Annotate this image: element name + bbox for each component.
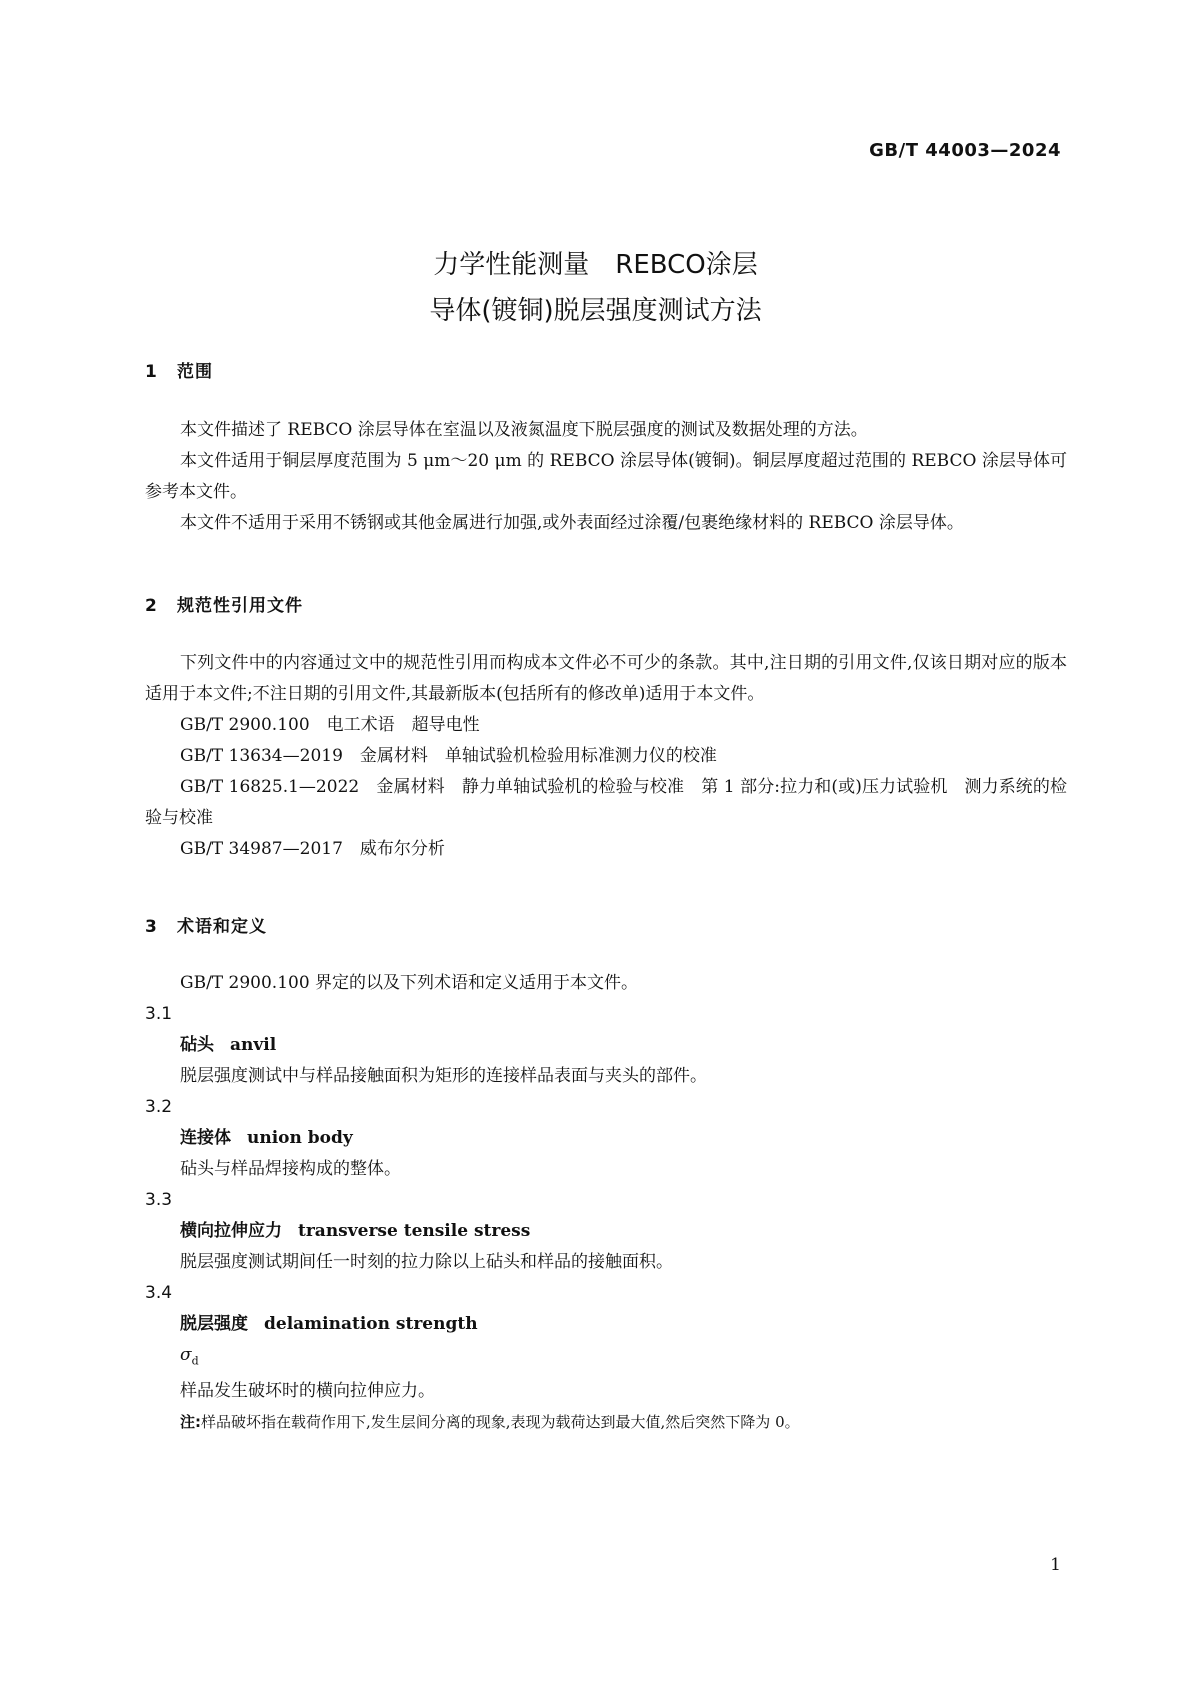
term-definition: 砧头与样品焊接构成的整体。	[180, 1159, 401, 1179]
section-number: 1	[145, 362, 158, 382]
page-number: 1	[1050, 1555, 1061, 1575]
section-number: 3	[145, 917, 158, 937]
section-scope	[145, 357, 1067, 388]
standard-number: GB/T 44003—2024	[869, 140, 1061, 161]
term-english: anvil	[230, 1035, 277, 1055]
section-heading	[145, 357, 1067, 388]
terms-body	[145, 968, 1067, 1438]
term-english: union body	[247, 1128, 353, 1148]
paragraph: 下列文件中的内容通过文中的规范性引用而构成本文件必不可少的条款。其中,注日期的引用文件,仅该日期对应的版本适用于本文件;不注日期的引用文件,其最新版本(包括所有的修改单)适用于本文件。	[145, 653, 1067, 704]
normative-references-body	[145, 648, 1067, 865]
term-chinese: 连接体	[180, 1128, 231, 1148]
clause-number: 3.4	[145, 1283, 173, 1303]
reference-item: GB/T 16825.1—2022 金属材料 静力单轴试验机的检验与校准 第 1 部分:拉力和(或)压力试验机 测力系统的检验与校准	[145, 777, 1067, 828]
section-title: 范围	[177, 362, 213, 382]
paragraph: GB/T 2900.100 界定的以及下列术语和定义适用于本文件。	[180, 973, 639, 993]
reference-item: GB/T 13634—2019 金属材料 单轴试验机检验用标准测力仪的校准	[180, 746, 717, 766]
reference-item: GB/T 2900.100 电工术语 超导电性	[180, 715, 480, 735]
term-chinese: 横向拉伸应力	[180, 1221, 282, 1241]
paragraph: 本文件不适用于采用不锈钢或其他金属进行加强,或外表面经过涂覆/包裹绝缘材料的 REBCO 涂层导体。	[180, 513, 964, 533]
section-title: 术语和定义	[177, 917, 267, 937]
term-definition: 样品发生破坏时的横向拉伸应力。	[180, 1381, 435, 1402]
reference-item: GB/T 34987—2017 威布尔分析	[180, 839, 445, 859]
section-normative-references	[145, 591, 1067, 622]
term-definition: 脱层强度测试中与样品接触面积为矩形的连接样品表面与夹头的部件。	[180, 1066, 707, 1086]
term-entry	[145, 1030, 1067, 1061]
document-title	[0, 242, 1191, 334]
term-english: transverse tensile stress	[298, 1221, 531, 1241]
title-line-2: 导体(镀铜)脱层强度测试方法	[429, 296, 762, 326]
section-terms	[145, 912, 1067, 943]
term-entry	[145, 1123, 1067, 1154]
section-title: 规范性引用文件	[177, 596, 303, 616]
symbol-subscript: d	[191, 1354, 199, 1368]
clause-number: 3.1	[145, 1004, 173, 1024]
section-heading	[145, 591, 1067, 622]
paragraph: 本文件适用于铜层厚度范围为 5 μm～20 μm 的 REBCO 涂层导体(镀铜)。铜层厚度超过范围的 REBCO 涂层导体可参考本文件。	[145, 451, 1067, 502]
clause-number: 3.3	[145, 1190, 173, 1210]
term-english: delamination strength	[264, 1314, 478, 1334]
term-symbol	[145, 1340, 1067, 1376]
term-chinese: 砧头	[180, 1035, 214, 1055]
note-label: 注:	[180, 1413, 201, 1432]
scope-body	[145, 415, 1067, 539]
term-note	[145, 1407, 1067, 1438]
term-entry	[145, 1309, 1067, 1340]
term-definition: 脱层强度测试期间任一时刻的拉力除以上砧头和样品的接触面积。	[180, 1252, 673, 1272]
term-entry	[145, 1216, 1067, 1247]
section-heading	[145, 912, 1067, 943]
section-number: 2	[145, 596, 158, 616]
term-chinese: 脱层强度	[180, 1314, 248, 1334]
paragraph: 本文件描述了 REBCO 涂层导体在室温以及液氮温度下脱层强度的测试及数据处理的方法。	[180, 420, 868, 440]
note-text: 样品破坏指在载荷作用下,发生层间分离的现象,表现为载荷达到最大值,然后突然下降为 0。	[201, 1413, 800, 1432]
clause-number: 3.2	[145, 1097, 173, 1117]
title-line-1: 力学性能测量 REBCO涂层	[433, 250, 758, 280]
symbol-sigma: σ	[180, 1345, 192, 1365]
